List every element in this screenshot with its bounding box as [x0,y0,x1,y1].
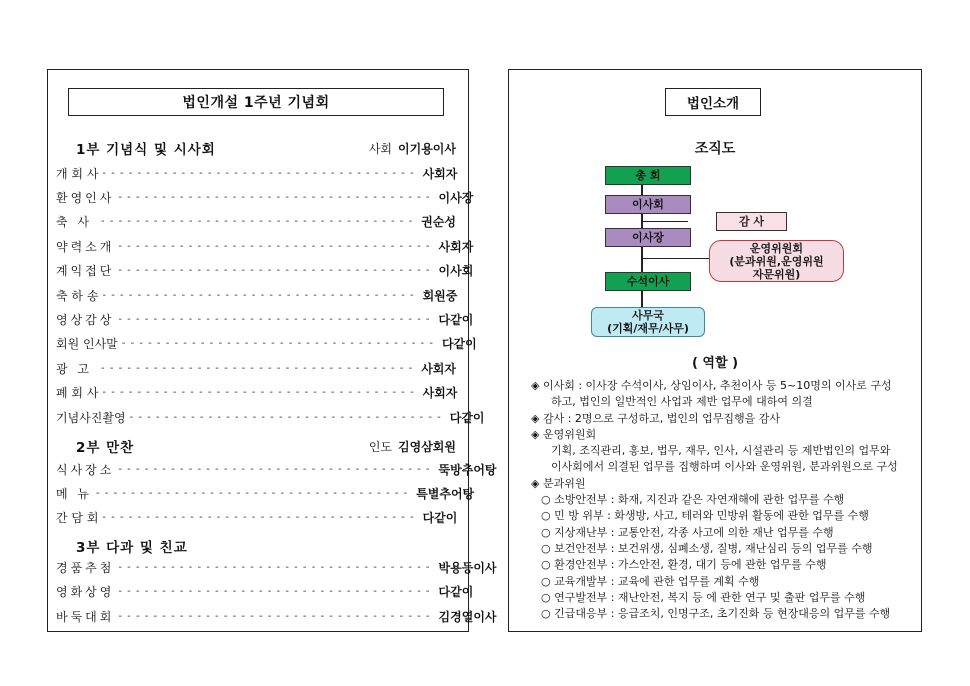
part2-item-name: 메 뉴 [56,486,92,501]
org-audit-line [642,221,688,222]
part1-host-name: 이기용이사 [398,142,456,156]
part1-item-person: 사회자 [421,361,456,376]
part1-item-name: 계익접단 [56,264,115,279]
dotted-leader: - - - - - - - - - - - - - - - - - - - - - - - - - - - - - - - - - - - - [118,240,431,252]
part1-item-person: 다같이 [449,410,485,425]
part2-guide-label: 인도 [368,440,393,454]
org-committee-line3: 자문위원) [752,267,801,281]
part1-row [56,164,456,182]
part1-item-name: 광 고 [56,361,92,376]
role-line: ○ 연구발전부 : 재난안전, 복지 등 에 관한 연구 및 출판 업무를 수행 [541,590,866,604]
roles-title: ( 역할 ) [691,356,739,371]
dotted-leader: - - - - - - - - - - - - - - - - - - - - - - - - - - - - - - - - - - - - [118,561,431,573]
part1-item-person: 다같이 [438,312,474,327]
part2-item-person: 다같이 [422,510,458,525]
part1-host [369,140,456,157]
roles-list [531,378,916,622]
dotted-leader: - - - - - - - - - - - - - - - - - - - - - - - - - - - - - - - - - - - - [102,387,415,399]
part1-row [56,262,474,280]
program-title: 법인개설 1주년 기념회 [68,88,444,116]
part1-item-person: 사회자 [422,386,458,401]
part1-item-person: 사회자 [422,166,458,181]
part1-item-person: 권순성 [421,215,456,230]
part3-item-name: 바둑대회 [56,609,115,624]
role-line: ○ 긴급대응부 : 응급조치, 인명구조, 초기진화 등 현장대응의 업무를 수행 [541,607,891,621]
part1-item-name: 개 회 사 [56,166,99,181]
part1-item-name: 축 하 송 [56,288,99,303]
part3-heading: 3부 다과 및 친교 [76,540,188,556]
dotted-leader: - - - - - - - - - - - - - - - - - - - - - - - - - - - - - - - - - - - - [121,338,434,350]
part1-row [56,188,474,206]
dotted-leader: - - - - - - - - - - - - - - - - - - - - - - - - - - - - - - - - - - - - [118,586,431,597]
part3-item-name: 영화상영 [56,585,115,599]
part3-item-person: 다같이 [438,585,474,599]
part3-row [56,558,497,576]
dotted-leader: - - - - - - - - - - - - - - - - - - - - - - - - - - - - - - - - - - - - [102,289,415,301]
part1-row [56,286,456,304]
dotted-leader: - - - - - - - - - - - - - - - - - - - - - - - - - - - - - - - - - - - - [118,610,431,622]
part2-guide-name: 김영삼회원 [398,440,456,454]
part3-row [56,607,497,625]
role-line: ○ 보건안전부 : 보건위생, 심폐소생, 질병, 재난심리 등의 업무를 수행 [541,541,873,555]
dotted-leader: - - - - - - - - - - - - - - - - - - - - - - - - - - - - - - - - - - - - [118,191,431,203]
part1-heading: 1부 기념식 및 시사회 [76,142,216,158]
part2-item-person: 뚝방추어탕 [438,462,497,477]
part1-row [56,359,456,377]
intro-page [508,69,922,632]
org-chart-title: 조직도 [694,141,736,157]
program-page [47,69,497,632]
part1-item-person: 사회자 [438,239,474,254]
role-line: ◈ 감사 : 2명으로 구성하고, 법인의 업무집행을 감사 [531,411,781,425]
org-audit: 감 사 [716,212,787,231]
dotted-leader: - - - - - - - - - - - - - - - - - - - - - - - - - - - - - - - - - - - - [118,265,431,277]
part1-row [56,310,474,328]
org-secretariat-line1: 사무국 [632,309,664,322]
org-committee-line2: (분과위원,운영위원 [729,254,824,268]
org-committee-line1: 운영위원회 [749,241,804,255]
org-chair: 이사장 [605,228,691,247]
org-secretariat [591,307,705,337]
dotted-leader: - - - - - - - - - - - - - - - - - - - - - - - - - - - - - - - - - - - - [118,463,431,475]
org-board: 이사회 [605,195,691,214]
dotted-leader: - - - - - - - - - - - - - - - - - - - - - - - - - - - - - - - - - - - - [129,411,442,423]
part1-item-name: 축 사 [56,215,92,230]
org-secretariat-line2: (기획/재무/사무) [607,322,689,335]
part2-row [56,508,456,526]
role-line: ○ 민 방 위부 : 화생방, 사고, 테러와 민방위 활동에 관한 업무를 수행 [541,509,869,523]
dotted-leader: - - - - - - - - - - - - - - - - - - - - - - - - - - - - - - - - - - - - [96,487,409,499]
dotted-leader: - - - - - - - - - - - - - - - - - - - - - - - - - - - - - - - - - - - - [102,167,415,179]
part2-guide [369,438,456,455]
dotted-leader: - - - - - - - - - - - - - - - - - - - - - - - - - - - - - - - - - - - - [102,511,415,523]
role-line: ○ 환경안전부 : 가스안전, 환경, 대기 등에 관한 업무를 수행 [541,558,827,572]
part2-row [56,484,475,502]
org-general-assembly: 총 회 [605,166,691,185]
part1-row [56,213,456,231]
part1-row [56,237,474,255]
part1-item-name: 기념사진촬영 [56,410,126,425]
dotted-leader: - - - - - - - - - - - - - - - - - - - - - - - - - - - - - - - - - - - - [118,313,431,325]
part1-row [56,408,485,426]
part2-row [56,460,497,478]
part1-row [56,335,477,353]
role-line: 하고, 법인의 일반적인 사업과 제반 업무에 대하여 의결 [551,395,813,409]
part3-row [56,583,474,601]
role-line: 기획, 조직관리, 홍보, 법무, 재무, 인사, 시설관리 등 제반법인의 업무와 [551,444,891,458]
part2-item-person: 특별추어탕 [416,486,475,501]
role-line: ○ 지상재난부 : 교통안전, 각종 사고에 의한 재난 업무를 수행 [541,525,834,539]
part1-item-person: 다같이 [441,337,477,352]
part1-host-label: 사회 [368,142,393,156]
org-committee [709,240,844,282]
part3-item-name: 경품추첨 [56,560,115,575]
part3-item-person: 김경열이사 [438,609,497,624]
part2-heading: 2부 만찬 [76,440,135,456]
role-line: ◈ 분과위원 [531,476,586,490]
part1-item-name: 폐 회 사 [56,386,99,401]
role-line: 이사회에서 의결된 업무를 집행하며 이사와 운영위원, 분과위원으로 구성 [551,460,898,474]
intro-title: 법인소개 [665,88,761,116]
org-committee-line [642,258,710,259]
part1-item-person: 이사회 [438,264,474,279]
dotted-leader: - - - - - - - - - - - - - - - - - - - - - - - - - - - - - - - - - - - - [101,216,414,228]
part1-item-name: 환영인사 [56,190,115,205]
part1-item-name: 영상감상 [56,312,115,327]
role-line: ◈ 이사회 : 이사장 수석이사, 상임이사, 추천이사 등 5~10명의 이사로 구성 [531,379,892,392]
role-line: ◈ 운영위원회 [531,427,597,441]
part1-item-name: 약력소개 [56,239,115,254]
role-line: ○ 소방안전부 : 화재, 지진과 같은 자연재해에 관한 업무를 수행 [541,493,845,507]
role-line: ○ 교육개발부 : 교육에 관한 업무를 계획 수행 [541,574,760,588]
part1-row [56,384,456,402]
part2-item-name: 간 담 회 [56,510,99,525]
dotted-leader: - - - - - - - - - - - - - - - - - - - - - - - - - - - - - - - - - - - - [101,362,414,374]
org-chief-director: 수석이사 [605,272,691,291]
part2-item-name: 식사장소 [56,462,115,477]
part3-item-person: 박용등이사 [438,560,497,575]
part1-item-person: 회원중 [422,288,458,303]
part1-item-person: 이사장 [438,190,474,205]
part1-item-name: 회원 인사말 [56,337,118,352]
